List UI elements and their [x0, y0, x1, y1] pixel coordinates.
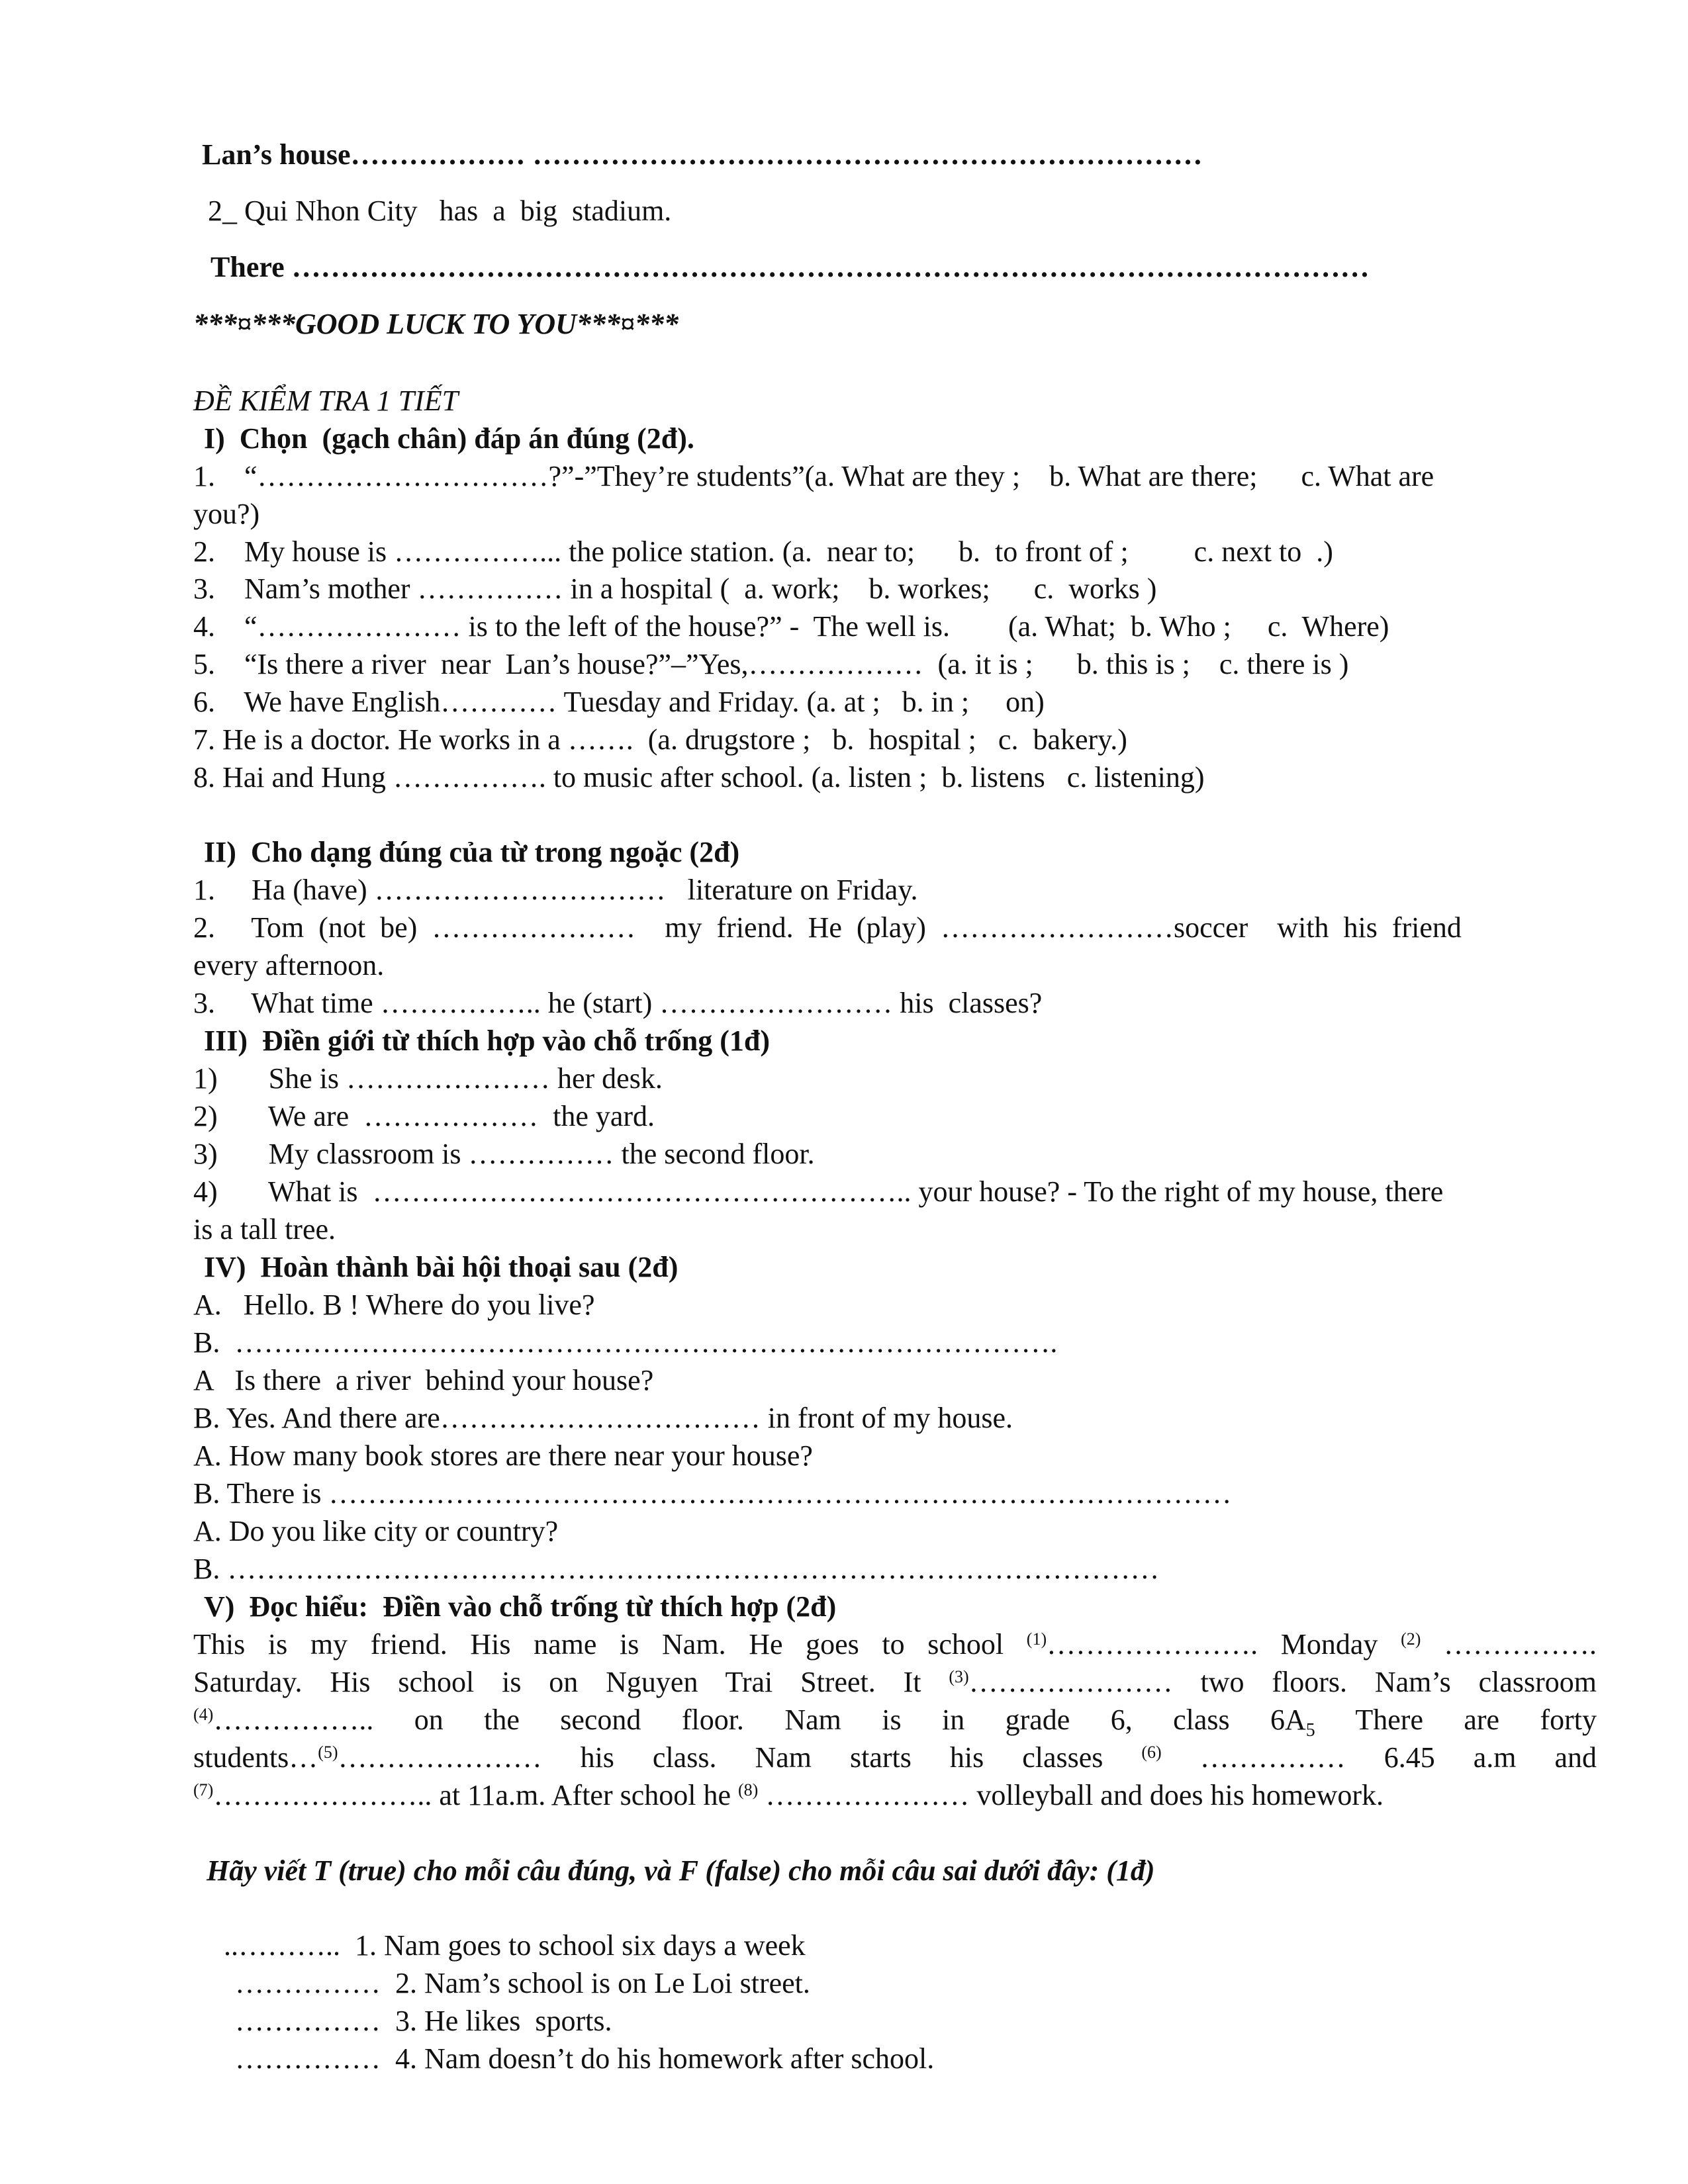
section-3-question-3: 3) My classroom is …………… the second floor.	[193, 1138, 815, 1170]
section-1-question-3: 3. Nam’s mother …………… in a hospital ( a. work; b. workes; c. works )	[193, 572, 1157, 605]
reading-passage-line-1	[193, 1626, 1597, 1663]
blank-marker-7: (7)	[193, 1780, 214, 1799]
passage-text: ………………… volleyball and does his homework.	[765, 1779, 1384, 1811]
section-2-heading: II) Cho dạng đúng của từ trong ngoặc (2đ)	[204, 836, 740, 868]
section-2-question-2-cont: every afternoon.	[193, 949, 385, 981]
true-false-statement-2: …………… 2. Nam’s school is on Le Loi street.	[235, 1967, 810, 1999]
section-2-question-3: 3. What time …………….. he (start) …………………… his classes?	[193, 987, 1043, 1019]
dialogue-line-5: A. How many book stores are there near your house?	[193, 1439, 813, 1472]
passage-text: ………………… his class. Nam starts his classes	[338, 1741, 1103, 1774]
dialogue-line-2: B. ………………………………………………………………………….	[193, 1326, 1058, 1359]
passage-text: …………………. Monday	[1047, 1628, 1378, 1661]
true-false-statement-4: …………… 4. Nam doesn’t do his homework after school.	[235, 2042, 935, 2075]
passage-text: students…	[193, 1741, 318, 1774]
passage-text: ………………….. at 11a.m. After school he	[213, 1779, 731, 1811]
reading-passage-line-5	[193, 1777, 1597, 1814]
there-line: There …………………………………………………………………………………………………	[211, 251, 1370, 283]
true-false-statement-3: …………… 3. He likes sports.	[235, 2005, 612, 2037]
section-4-heading: IV) Hoàn thành bài hội thoại sau (2đ)	[204, 1251, 679, 1283]
section-2-question-1: 1. Ha (have) ………………………… literature on Friday.	[193, 874, 918, 906]
passage-text: There are forty	[1355, 1704, 1597, 1736]
dialogue-line-4: B. Yes. And there are…………………………… in front of my house.	[193, 1402, 1013, 1434]
section-3-question-4-cont: is a tall tree.	[193, 1213, 336, 1246]
passage-text: Saturday. His school is on Nguyen Trai Street. It	[193, 1666, 921, 1698]
passage-text: ………………… two floors. Nam’s classroom	[968, 1666, 1597, 1698]
stadium-sentence: 2_ Qui Nhon City has a big stadium.	[208, 195, 672, 227]
passage-text: …………….. on the second floor. Nam is in grade 6, class 6A	[213, 1704, 1306, 1736]
section-1-question-6: 6. We have English………… Tuesday and Friday. (a. at ; b. in ; on)	[193, 686, 1045, 718]
section-3-question-4: 4) What is ……………………………………………….. your house? - To the right of my house, there	[193, 1175, 1444, 1208]
blank-marker-6: (6)	[1141, 1743, 1162, 1762]
dialogue-line-3: A Is there a river behind your house?	[193, 1364, 654, 1396]
dialogue-line-8: B. ……………………………………………………………………………………	[193, 1553, 1160, 1585]
passage-text: This is my friend. His name is Nam. He goes to school	[193, 1628, 1004, 1661]
section-1-question-8: 8. Hai and Hung ……………. to music after school. (a. listen ; b. listens c. listening)	[193, 761, 1205, 794]
section-5-heading: V) Đọc hiểu: Điền vào chỗ trống từ thích hợp (2đ)	[204, 1590, 837, 1623]
lans-house-line: Lan’s house……………… ……………………………………………………………	[202, 138, 1203, 171]
section-1-question-5: 5. “Is there a river near Lan’s house?”–”Yes,……………… (a. it is ; b. this is ; c. there is )	[193, 648, 1349, 680]
blank-marker-5: (5)	[318, 1743, 338, 1762]
dialogue-line-1: A. Hello. B ! Where do you live?	[193, 1289, 595, 1321]
reading-passage-line-4	[193, 1739, 1597, 1776]
blank-marker-8: (8)	[738, 1780, 759, 1799]
section-1-question-2: 2. My house is ……………... the police station. (a. near to; b. to front of ; c. next to .)	[193, 535, 1333, 568]
blank-marker-2: (2)	[1401, 1629, 1421, 1649]
class-subscript: 5	[1305, 1719, 1315, 1741]
section-1-question-7: 7. He is a doctor. He works in a ……. (a. drugstore ; b. hospital ; c. bakery.)	[193, 723, 1127, 756]
blank-marker-1: (1)	[1026, 1629, 1047, 1649]
reading-passage-line-2	[193, 1664, 1597, 1701]
exam-title: ĐỀ KIỂM TRA 1 TIẾT	[193, 385, 459, 417]
good-luck-line: ***¤***GOOD LUCK TO YOU***¤***	[193, 308, 679, 340]
section-3-question-1: 1) She is ………………… her desk.	[193, 1062, 663, 1095]
true-false-heading: Hãy viết T (true) cho mỗi câu đúng, và F (false) cho mỗi câu sai dưới đây: (1đ)	[207, 1854, 1155, 1887]
passage-text: …………….	[1444, 1628, 1597, 1661]
section-1-question-4: 4. “………………… is to the left of the house?” - The well is. (a. What; b. Who ; c. Where)	[193, 610, 1389, 643]
section-3-heading: III) Điền giới từ thích hợp vào chỗ trống (1đ)	[204, 1024, 770, 1057]
blank-marker-3: (3)	[949, 1667, 969, 1686]
section-1-heading: I) Chọn (gạch chân) đáp án đúng (2đ).	[204, 422, 694, 455]
section-2-question-2: 2. Tom (not be) ………………… my friend. He (play) ……………………soccer with his friend	[193, 911, 1462, 944]
section-3-question-2: 2) We are ……………… the yard.	[193, 1100, 655, 1132]
dialogue-line-6: B. There is …………………………………………………………………………………	[193, 1477, 1232, 1510]
section-1-question-1: 1. “…………………………?”-”They’re students”(a. What are they ; b. What are there; c. What are	[193, 460, 1434, 492]
blank-marker-4: (4)	[193, 1705, 214, 1724]
dialogue-line-7: A. Do you like city or country?	[193, 1515, 559, 1547]
passage-text: …………… 6.45 a.m and	[1199, 1741, 1597, 1774]
section-1-question-1-cont: you?)	[193, 498, 260, 530]
true-false-statement-1: ..……….. 1. Nam goes to school six days a week	[224, 1929, 806, 1962]
